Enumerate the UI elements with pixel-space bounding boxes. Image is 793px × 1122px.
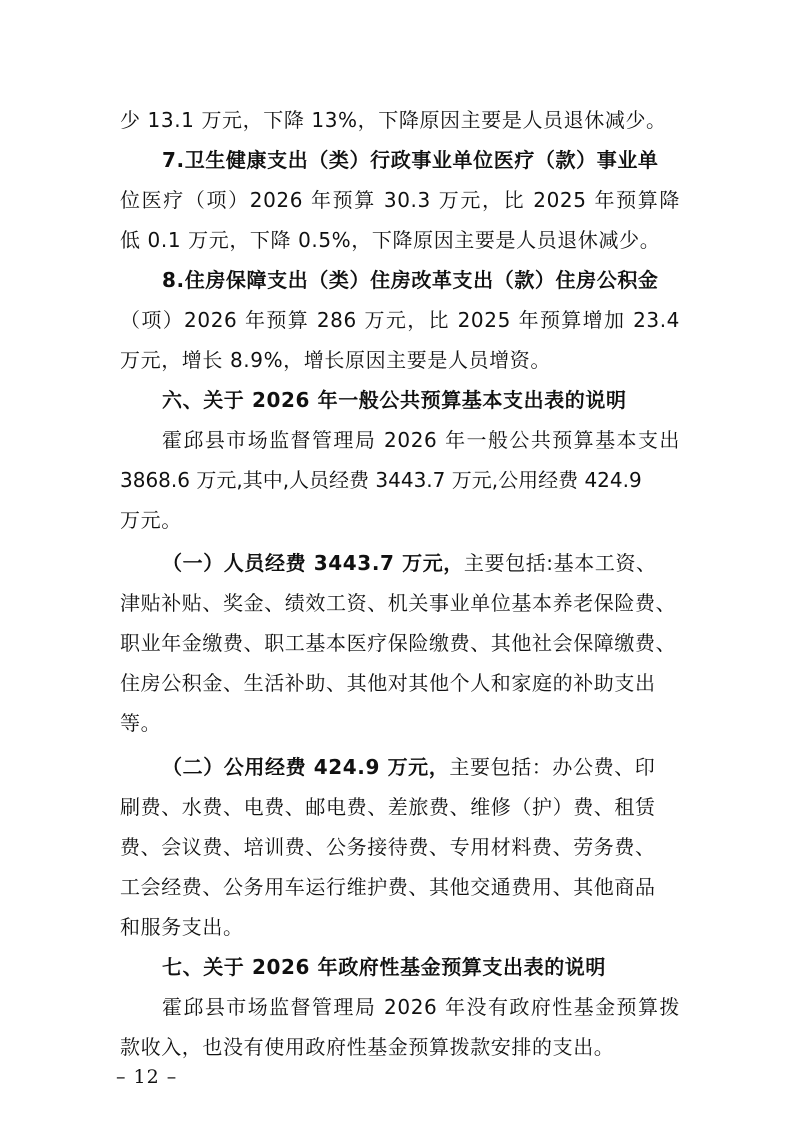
paragraph-line: 万元。 bbox=[120, 508, 182, 532]
paragraph-line: 万元，增长 8.9%，增长原因主要是人员增资。 bbox=[120, 348, 551, 372]
personnel-line bbox=[162, 543, 680, 583]
paragraph-line: 款收入，也没有使用政府性基金预算拨款安排的支出。 bbox=[120, 1035, 615, 1059]
paragraph-line: 等。 bbox=[120, 711, 162, 735]
public-heading: （二）公用经费 424.9 万元， bbox=[162, 755, 450, 779]
personnel-heading: （一）人员经费 3443.7 万元， bbox=[162, 551, 464, 575]
paragraph-line: （项）2026 年预算 286 万元，比 2025 年预算增加 23.4 bbox=[120, 308, 680, 332]
paragraph-line: 工会经费、公务用车运行维护费、其他交通费用、其他商品 bbox=[120, 875, 656, 899]
paragraph-line: 霍邱县市场监督管理局 2026 年没有政府性基金预算拨 bbox=[162, 995, 680, 1019]
paragraph-line: 和服务支出。 bbox=[120, 915, 244, 939]
paragraph-line: 低 0.1 万元，下降 0.5%，下降原因主要是人员退休减少。 bbox=[120, 228, 661, 252]
section-heading-housing: 8.住房保障支出（类）住房改革支出（款）住房公积金 bbox=[162, 268, 659, 292]
paragraph-line: 费、会议费、培训费、公务接待费、专用材料费、劳务费、 bbox=[120, 835, 656, 859]
paragraph-line: 津贴补贴、奖金、绩效工资、机关事业单位基本养老保险费、 bbox=[120, 591, 677, 615]
paragraph-line: 霍邱县市场监督管理局 2026 年一般公共预算基本支出 bbox=[162, 428, 680, 452]
paragraph-line: 位医疗（项）2026 年预算 30.3 万元，比 2025 年预算降 bbox=[120, 188, 680, 212]
paragraph-line: 住房公积金、生活补助、其他对其他个人和家庭的补助支出 bbox=[120, 671, 656, 695]
section-heading-six: 六、关于 2026 年一般公共预算基本支出表的说明 bbox=[162, 388, 627, 412]
public-line bbox=[162, 747, 680, 787]
page-number: – 12 – bbox=[116, 1066, 178, 1088]
section-heading-seven: 七、关于 2026 年政府性基金预算支出表的说明 bbox=[162, 955, 606, 979]
paragraph-line: 刷费、水费、电费、邮电费、差旅费、维修（护）费、租赁 bbox=[120, 795, 656, 819]
public-text: 主要包括：办公费、印 bbox=[449, 755, 656, 779]
personnel-text: 主要包括:基本工资、 bbox=[463, 551, 657, 575]
section-heading-health: 7.卫生健康支出（类）行政事业单位医疗（款）事业单 bbox=[162, 148, 659, 172]
paragraph-line: 少 13.1 万元，下降 13%，下降原因主要是人员退休减少。 bbox=[120, 108, 667, 132]
paragraph-line: 职业年金缴费、职工基本医疗保险缴费、其他社会保障缴费、 bbox=[120, 631, 677, 655]
paragraph-line: 3868.6 万元,其中,人员经费 3443.7 万元,公用经费 424.9 bbox=[120, 468, 642, 492]
